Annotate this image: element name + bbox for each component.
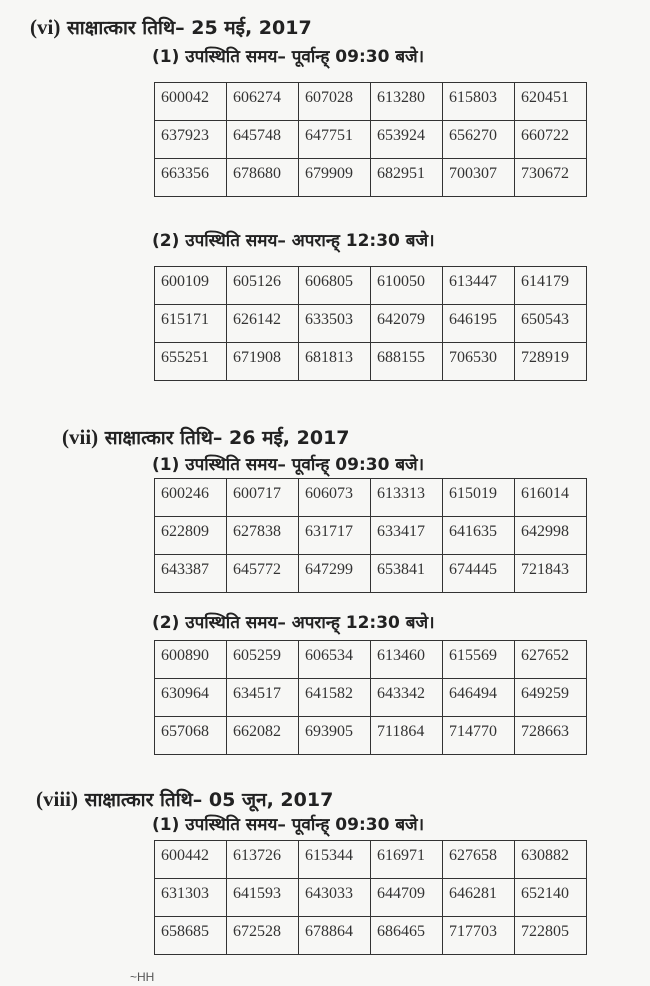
roll-number-cell: 686465 [371,917,443,955]
roll-number-cell: 678680 [227,159,299,197]
roll-number-cell: 647299 [299,555,371,593]
roll-number-cell: 642998 [515,517,587,555]
roll-number-cell: 606073 [299,479,371,517]
roll-number-cell: 660722 [515,121,587,159]
roll-number-cell: 652140 [515,879,587,917]
roll-number-cell: 626142 [227,305,299,343]
slot-time-label: (1) उपस्थिति समय– पूर्वान्ह् 09:30 बजे। [152,815,425,835]
roll-number-cell: 615803 [443,83,515,121]
table-row [155,83,587,121]
table-row [155,517,587,555]
roll-number-cell: 615344 [299,841,371,879]
slot-time-label: (1) उपस्थिति समय– पूर्वान्ह् 09:30 बजे। [152,455,425,475]
roll-number-cell: 634517 [227,679,299,717]
roll-number-cell: 681813 [299,343,371,381]
roll-number-cell: 653841 [371,555,443,593]
roll-number-cell: 613726 [227,841,299,879]
roll-number-cell: 630882 [515,841,587,879]
roll-number-cell: 693905 [299,717,371,755]
roll-number-cell: 607028 [299,83,371,121]
roll-number-cell: 646494 [443,679,515,717]
roll-number-cell: 646281 [443,879,515,917]
roll-number-cell: 641635 [443,517,515,555]
table-row [155,343,587,381]
roll-number-cell: 721843 [515,555,587,593]
section-viii-heading [36,786,333,812]
roll-number-cell: 631717 [299,517,371,555]
roll-number-cell: 674445 [443,555,515,593]
roll-number-cell: 613280 [371,83,443,121]
interview-date-label: साक्षात्कार तिथि– 26 मई, 2017 [104,427,350,449]
roll-number-cell: 631303 [155,879,227,917]
roll-number-cell: 642079 [371,305,443,343]
roll-number-cell: 711864 [371,717,443,755]
roll-number-cell: 717703 [443,917,515,955]
roll-number-cell: 627652 [515,641,587,679]
roll-number-cell: 641582 [299,679,371,717]
roll-number-cell: 620451 [515,83,587,121]
table-row [155,159,587,197]
roll-number-cell: 605126 [227,267,299,305]
slot-time-label: (2) उपस्थिति समय– अपरान्ह् 12:30 बजे। [152,613,435,633]
roll-number-cell: 646195 [443,305,515,343]
slot-time-label: (2) उपस्थिति समय– अपरान्ह् 12:30 बजे। [152,231,435,251]
roll-number-cell: 662082 [227,717,299,755]
interview-date-label: साक्षात्कार तिथि– 05 जून, 2017 [84,789,334,811]
roll-number-cell: 615569 [443,641,515,679]
table-row [155,717,587,755]
roll-number-cell: 650543 [515,305,587,343]
roll-number-cell: 633417 [371,517,443,555]
roll-number-cell: 641593 [227,879,299,917]
roll-number-cell: 613460 [371,641,443,679]
roll-number-cell: 706530 [443,343,515,381]
roll-number-cell: 722805 [515,917,587,955]
roll-number-cell: 643387 [155,555,227,593]
roll-number-cell: 614179 [515,267,587,305]
roll-number-cell: 600246 [155,479,227,517]
roll-number-cell: 600890 [155,641,227,679]
slot-time-label: (1) उपस्थिति समय– पूर्वान्ह् 09:30 बजे। [152,47,425,67]
roll-number-cell: 645748 [227,121,299,159]
roll-number-cell: 728919 [515,343,587,381]
roll-number-cell: 657068 [155,717,227,755]
roll-number-cell: 606534 [299,641,371,679]
roll-number-cell: 655251 [155,343,227,381]
roll-number-cell: 637923 [155,121,227,159]
roll-number-cell: 679909 [299,159,371,197]
roll-number-cell: 616014 [515,479,587,517]
roll-number-cell: 678864 [299,917,371,955]
roll-number-cell: 647751 [299,121,371,159]
table-row [155,679,587,717]
roll-number-cell: 714770 [443,717,515,755]
section-numeral: (vii) [62,425,99,449]
roll-number-cell: 645772 [227,555,299,593]
interview-date-label: साक्षात्कार तिथि– 25 मई, 2017 [66,17,312,39]
roll-number-cell: 627838 [227,517,299,555]
section-numeral: (vi) [30,15,61,39]
table-row [155,917,587,955]
section-numeral: (viii) [36,787,78,811]
roll-number-table [154,478,587,593]
roll-number-cell: 633503 [299,305,371,343]
table-row [155,555,587,593]
roll-number-cell: 643342 [371,679,443,717]
table-row [155,267,587,305]
roll-number-cell: 644709 [371,879,443,917]
roll-number-cell: 700307 [443,159,515,197]
roll-number-cell: 615019 [443,479,515,517]
roll-number-cell: 600109 [155,267,227,305]
section-vi-heading [30,14,312,40]
handwritten-mark: ~HH [130,970,155,984]
roll-number-cell: 627658 [443,841,515,879]
roll-number-cell: 622809 [155,517,227,555]
table-row [155,641,587,679]
roll-number-cell: 728663 [515,717,587,755]
roll-number-cell: 649259 [515,679,587,717]
table-row [155,121,587,159]
roll-number-cell: 600042 [155,83,227,121]
roll-number-cell: 606805 [299,267,371,305]
table-row [155,479,587,517]
roll-number-cell: 682951 [371,159,443,197]
roll-number-cell: 672528 [227,917,299,955]
table-row [155,879,587,917]
roll-number-table [154,840,587,955]
roll-number-cell: 606274 [227,83,299,121]
roll-number-cell: 600442 [155,841,227,879]
roll-number-table [154,82,587,197]
table-row [155,841,587,879]
roll-number-cell: 613447 [443,267,515,305]
roll-number-cell: 643033 [299,879,371,917]
roll-number-cell: 658685 [155,917,227,955]
roll-number-cell: 613313 [371,479,443,517]
roll-number-cell: 605259 [227,641,299,679]
roll-number-cell: 615171 [155,305,227,343]
roll-number-cell: 616971 [371,841,443,879]
roll-number-cell: 671908 [227,343,299,381]
roll-number-cell: 663356 [155,159,227,197]
table-row [155,305,587,343]
roll-number-cell: 653924 [371,121,443,159]
roll-number-cell: 730672 [515,159,587,197]
roll-number-cell: 688155 [371,343,443,381]
section-vii-heading [62,424,350,450]
roll-number-cell: 656270 [443,121,515,159]
roll-number-cell: 630964 [155,679,227,717]
roll-number-table [154,640,587,755]
roll-number-cell: 610050 [371,267,443,305]
roll-number-table [154,266,587,381]
roll-number-cell: 600717 [227,479,299,517]
